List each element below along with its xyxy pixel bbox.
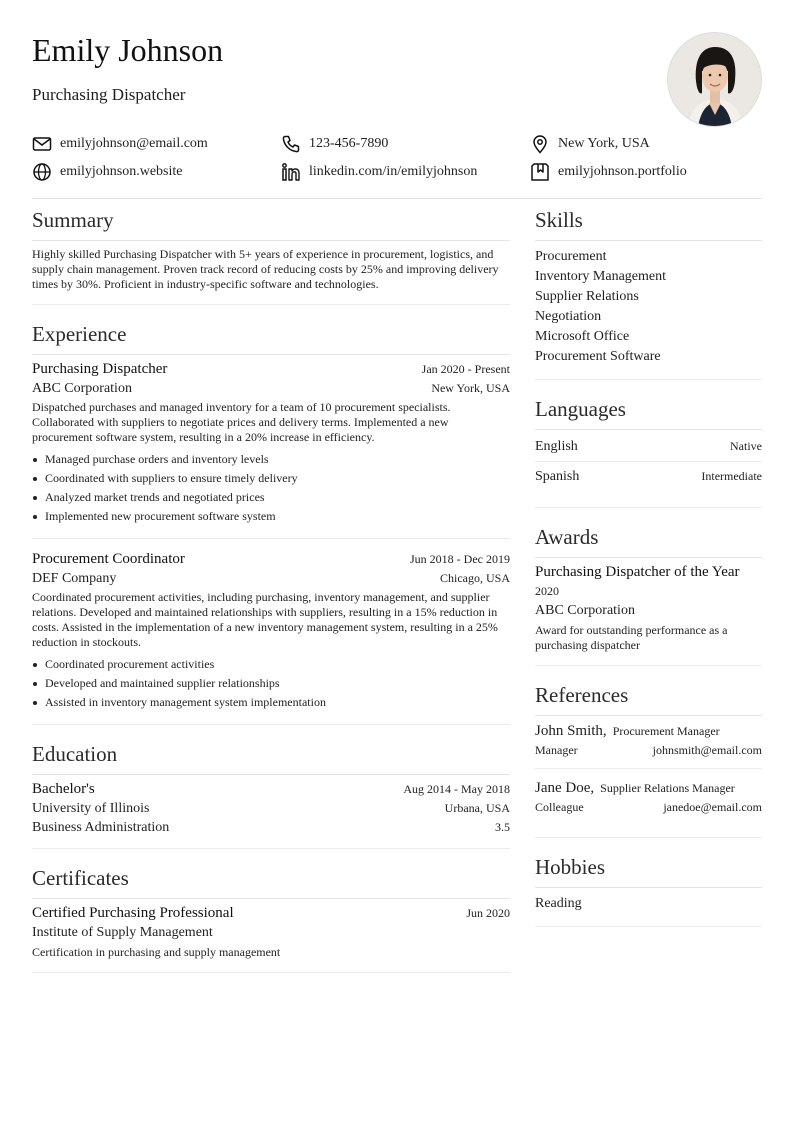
phone-icon [281, 134, 301, 154]
skills-section [535, 207, 762, 380]
portfolio-text: emilyjohnson.portfolio [558, 164, 687, 179]
award-title: Purchasing Dispatcher of the Year [535, 564, 740, 580]
profile-photo-icon [668, 33, 762, 127]
experience-section [32, 321, 510, 725]
job-bullet: Analyzed market trends and negotiated prices [32, 488, 510, 507]
candidate-name: Emily Johnson [32, 32, 224, 68]
job-description: Dispatched purchases and managed inventory for a team of 10 procurement specialists. Collaborated with suppliers to negotiate prices and delivery terms. Implemented a new procurement software system, resulting in a 20% increase in efficiency. [32, 400, 451, 444]
skill-item: Procurement Software [535, 349, 661, 364]
awards-heading: Awards [535, 524, 762, 558]
reference-position: Procurement Manager [612, 724, 720, 738]
skills-heading: Skills [535, 207, 762, 241]
certificate-date: Jun 2020 [466, 906, 510, 920]
job-bullet: Developed and maintained supplier relationships [32, 674, 510, 693]
contact-phone[interactable] [281, 134, 530, 154]
references-section [535, 682, 762, 838]
globe-icon [32, 162, 52, 182]
job-entry [32, 551, 510, 712]
gpa: 3.5 [495, 820, 510, 834]
resume-page [32, 30, 762, 989]
mail-icon [32, 134, 52, 154]
contact-linkedin[interactable] [281, 162, 530, 182]
references-heading: References [535, 682, 762, 716]
degree: Bachelor's [32, 781, 95, 797]
avatar [667, 32, 762, 127]
reference-item [535, 779, 762, 825]
language-level: Intermediate [701, 469, 762, 483]
job-description: Coordinated procurement activities, including purchasing, inventory management, and supplier relations. Developed and maintained relationships with suppliers, resulting in a 15% reduction in costs. Assisted in the implementation of a new inventory management system, resulting in a 25% reduction in stockouts. [32, 590, 498, 649]
hobby-item: Reading [535, 896, 582, 911]
linkedin-icon [281, 162, 301, 182]
reference-position: Supplier Relations Manager [600, 781, 735, 795]
job-bullet: Coordinated with suppliers to ensure timely delivery [32, 469, 510, 488]
contact-portfolio[interactable] [530, 162, 762, 182]
certificates-section [32, 865, 510, 973]
school-location: Urbana, USA [444, 801, 510, 815]
certificate-name: Certified Purchasing Professional [32, 905, 234, 921]
reference-email[interactable]: johnsmith@email.com [652, 743, 762, 757]
school: University of Illinois [32, 801, 150, 816]
certificates-heading: Certificates [32, 865, 510, 899]
hobbies-section [535, 854, 762, 927]
resume-body [32, 207, 762, 989]
job-entry [32, 361, 510, 539]
location-pin-icon [530, 134, 550, 154]
reference-name: Jane Doe, [535, 780, 595, 796]
awards-section [535, 524, 762, 666]
summary-heading: Summary [32, 207, 510, 241]
skill-item: Negotiation [535, 309, 602, 324]
job-title: Purchasing Dispatcher [32, 361, 168, 377]
job-title: Procurement Coordinator [32, 551, 185, 567]
certificate-issuer: Institute of Supply Management [32, 925, 213, 940]
header-divider [32, 198, 762, 199]
summary-section [32, 207, 510, 305]
location-text: New York, USA [558, 136, 650, 151]
skill-item: Procurement [535, 249, 607, 264]
contact-website[interactable] [32, 162, 281, 182]
job-bullet: Implemented new procurement software system [32, 507, 510, 526]
job-location: Chicago, USA [440, 571, 510, 585]
field-of-study: Business Administration [32, 820, 170, 835]
job-bullets [32, 450, 510, 526]
education-heading: Education [32, 741, 510, 775]
reference-relation: Colleague [535, 800, 584, 814]
job-bullet: Assisted in inventory management system implementation [32, 693, 510, 712]
job-company: DEF Company [32, 571, 117, 586]
job-company: ABC Corporation [32, 381, 132, 396]
job-bullet: Managed purchase orders and inventory levels [32, 450, 510, 469]
resume-header [32, 30, 762, 126]
job-dates: Jun 2018 - Dec 2019 [410, 552, 510, 566]
education-section [32, 741, 510, 849]
certificate-description: Certification in purchasing and supply management [32, 945, 281, 959]
contact-list [32, 134, 762, 182]
languages-heading: Languages [535, 396, 762, 430]
portfolio-icon [530, 162, 550, 182]
skill-item: Inventory Management [535, 269, 667, 284]
language-name: Spanish [535, 469, 580, 484]
language-level: Native [730, 439, 762, 453]
left-column [32, 207, 510, 989]
experience-heading: Experience [32, 321, 510, 355]
language-item [535, 436, 762, 462]
award-org: ABC Corporation [535, 603, 635, 618]
hobbies-heading: Hobbies [535, 854, 762, 888]
education-dates: Aug 2014 - May 2018 [403, 782, 510, 796]
languages-section [535, 396, 762, 508]
contact-email[interactable] [32, 134, 281, 154]
linkedin-text: linkedin.com/in/emilyjohnson [309, 164, 478, 179]
reference-item [535, 722, 762, 769]
website-text: emilyjohnson.website [60, 164, 183, 179]
award-description: Award for outstanding performance as a purchasing dispatcher [535, 623, 728, 652]
job-location: New York, USA [431, 381, 510, 395]
award-year: 2020 [535, 584, 559, 598]
reference-name: John Smith, [535, 723, 607, 739]
contact-location [530, 134, 762, 154]
reference-email[interactable]: janedoe@email.com [663, 800, 762, 814]
job-bullet: Coordinated procurement activities [32, 655, 510, 674]
email-text: emilyjohnson@email.com [60, 136, 208, 151]
summary-text: Highly skilled Purchasing Dispatcher with 5+ years of experience in procurement, logistics, and supply chain management. Proven track record of reducing costs by 25% and improving delivery times by 30%. Proficient in industry-specific software and technologies. [32, 247, 499, 291]
right-column [535, 207, 762, 989]
job-dates: Jan 2020 - Present [421, 362, 510, 376]
job-bullets [32, 655, 510, 712]
language-name: English [535, 439, 578, 454]
reference-relation: Manager [535, 743, 578, 757]
skill-item: Supplier Relations [535, 289, 639, 304]
candidate-title: Purchasing Dispatcher [32, 85, 186, 104]
phone-text: 123-456-7890 [309, 136, 389, 151]
language-item [535, 466, 762, 491]
skill-item: Microsoft Office [535, 329, 630, 344]
